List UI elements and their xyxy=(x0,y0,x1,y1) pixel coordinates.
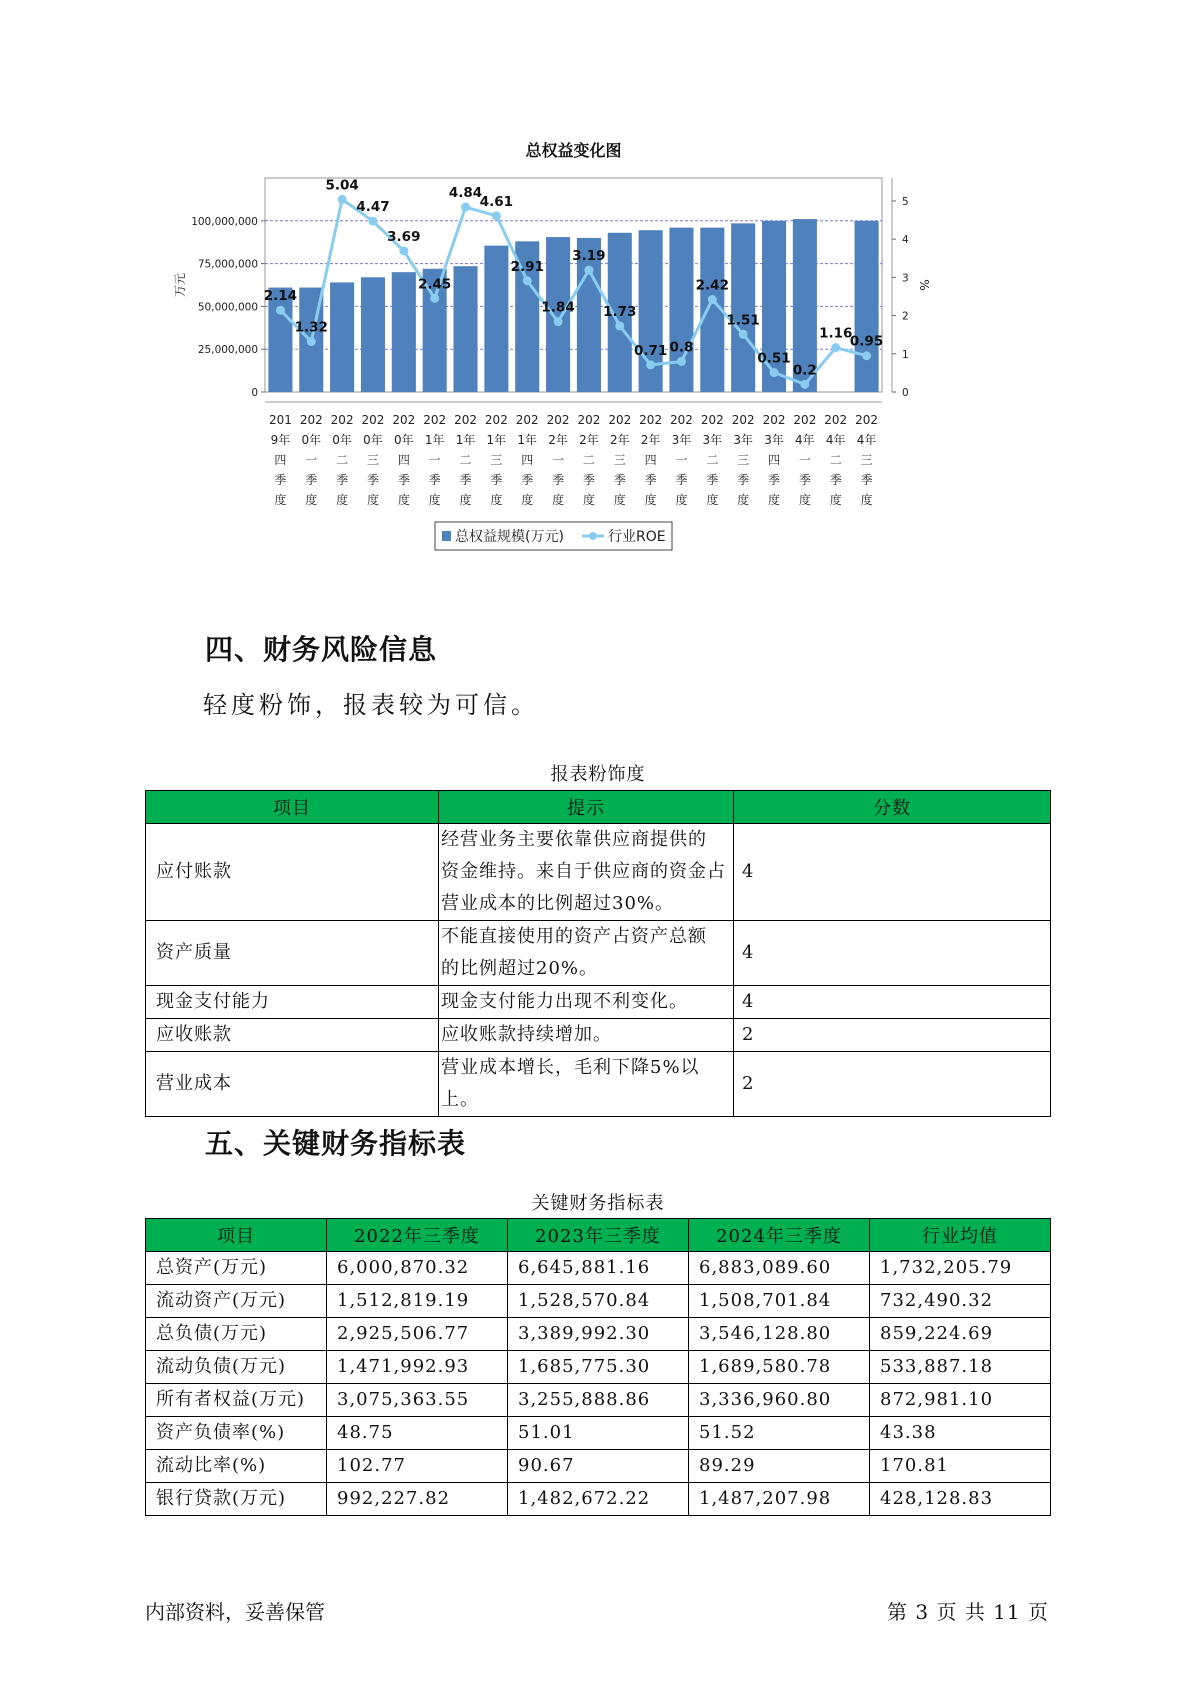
x-tick-label: 202 xyxy=(731,413,755,427)
x-tick-label: 度 xyxy=(521,493,534,507)
equity-bar xyxy=(392,272,416,392)
roe-data-label: 0.71 xyxy=(633,342,668,359)
indicator-value: 3,255,888.86 xyxy=(508,1384,689,1417)
x-tick-label: 202 xyxy=(762,413,786,427)
indicator-value: 1,508,701.84 xyxy=(689,1285,870,1318)
roe-data-label: 0.95 xyxy=(849,333,884,350)
x-tick-label: 四 xyxy=(521,453,534,467)
indicator-header: 项目 xyxy=(146,1219,327,1252)
risk-item: 现金支付能力 xyxy=(146,986,439,1019)
x-tick-label: 2年 xyxy=(609,433,630,447)
roe-point xyxy=(646,360,655,369)
roe-point xyxy=(584,266,593,275)
indicator-value: 3,546,128.80 xyxy=(689,1318,870,1351)
indicator-table-caption: 关键财务指标表 xyxy=(531,1193,665,1214)
roe-data-label: 1.73 xyxy=(603,303,637,320)
indicator-value: 1,689,580.78 xyxy=(689,1351,870,1384)
x-tick-label: 度 xyxy=(428,493,441,507)
indicator-value: 1,512,819.19 xyxy=(327,1285,508,1318)
x-tick-label: 季 xyxy=(552,473,565,487)
risk-table xyxy=(145,790,1051,1117)
x-tick-label: 四 xyxy=(397,453,410,467)
indicator-row xyxy=(146,1252,1051,1285)
x-tick-label: 1年 xyxy=(486,433,507,447)
x-tick-label: 二 xyxy=(829,453,842,467)
indicator-value: 533,887.18 xyxy=(870,1351,1051,1384)
indicator-header: 行业均值 xyxy=(870,1219,1051,1252)
indicator-row xyxy=(146,1318,1051,1351)
indicator-value: 6,883,089.60 xyxy=(689,1252,870,1285)
risk-row xyxy=(146,921,1051,986)
roe-point xyxy=(708,295,717,304)
x-tick-label: 4年 xyxy=(825,433,846,447)
roe-point xyxy=(276,306,285,315)
risk-item: 应付账款 xyxy=(146,824,439,921)
x-tick-label: 一 xyxy=(428,453,441,467)
x-tick-label: 度 xyxy=(336,493,349,507)
risk-item: 应收账款 xyxy=(146,1019,439,1052)
x-tick-label: 度 xyxy=(366,493,379,507)
roe-data-label: 3.19 xyxy=(572,248,606,265)
equity-bar xyxy=(669,228,693,392)
indicator-label: 流动比率(%) xyxy=(146,1450,327,1483)
risk-tip-line: 营业成本的比例超过30%。 xyxy=(441,893,675,914)
x-tick-label: 季 xyxy=(428,473,441,487)
equity-chart-svg xyxy=(173,140,1000,590)
x-tick-label: 度 xyxy=(490,493,503,507)
x-tick-label: 度 xyxy=(613,493,626,507)
x-tick-label: 度 xyxy=(397,493,410,507)
roe-data-label: 0.2 xyxy=(792,362,817,379)
x-tick-label: 三 xyxy=(490,453,503,467)
x-tick-label: 二 xyxy=(459,453,472,467)
indicator-value: 3,389,992.30 xyxy=(508,1318,689,1351)
right-tick-label: 1 xyxy=(902,348,909,361)
roe-point xyxy=(338,195,347,204)
roe-data-label: 3.69 xyxy=(387,228,421,245)
roe-point xyxy=(399,246,408,255)
indicator-label: 银行贷款(万元) xyxy=(146,1483,327,1516)
roe-data-label: 4.47 xyxy=(356,199,390,216)
risk-row xyxy=(146,1019,1051,1052)
equity-bar xyxy=(330,282,354,392)
roe-point xyxy=(492,211,501,220)
x-tick-label: 季 xyxy=(490,473,503,487)
risk-tip-line: 营业成本增长，毛利下降5%以上。 xyxy=(441,1057,700,1110)
roe-data-label: 2.42 xyxy=(695,277,729,294)
risk-item: 资产质量 xyxy=(146,921,439,986)
indicator-value: 6,645,881.16 xyxy=(508,1252,689,1285)
indicator-value: 1,528,570.84 xyxy=(508,1285,689,1318)
indicator-value: 859,224.69 xyxy=(870,1318,1051,1351)
x-tick-label: 一 xyxy=(675,453,688,467)
right-axis-label: % xyxy=(917,279,931,291)
x-tick-label: 一 xyxy=(798,453,811,467)
indicator-value: 51.01 xyxy=(508,1417,689,1450)
indicator-label: 总资产(万元) xyxy=(146,1252,327,1285)
roe-data-label: 0.51 xyxy=(757,350,791,367)
indicator-row xyxy=(146,1351,1051,1384)
equity-bar xyxy=(484,246,508,392)
x-tick-label: 0年 xyxy=(363,433,383,447)
indicator-value: 48.75 xyxy=(327,1417,508,1450)
equity-bar xyxy=(453,266,477,392)
x-tick-label: 202 xyxy=(299,413,323,427)
indicator-value: 1,685,775.30 xyxy=(508,1351,689,1384)
risk-score: 4 xyxy=(734,824,1051,921)
x-tick-label: 3年 xyxy=(764,433,784,447)
risk-item: 营业成本 xyxy=(146,1052,439,1117)
indicator-value: 1,482,672.22 xyxy=(508,1483,689,1516)
x-tick-label: 202 xyxy=(454,413,477,427)
x-tick-label: 202 xyxy=(670,413,693,427)
footer-confidential: 内部资料，妥善保管 xyxy=(145,1600,325,1624)
x-tick-label: 2年 xyxy=(548,433,568,447)
roe-point xyxy=(430,294,439,303)
indicator-value: 732,490.32 xyxy=(870,1285,1051,1318)
x-tick-label: 3年 xyxy=(702,433,723,447)
x-tick-label: 202 xyxy=(392,413,416,427)
indicator-value: 3,336,960.80 xyxy=(689,1384,870,1417)
x-tick-label: 度 xyxy=(552,493,565,507)
x-tick-label: 三 xyxy=(737,453,750,467)
x-tick-label: 度 xyxy=(582,493,595,507)
x-tick-label: 季 xyxy=(613,473,626,487)
risk-row xyxy=(146,986,1051,1019)
x-tick-label: 季 xyxy=(798,473,811,487)
left-tick-label: 25,000,000 xyxy=(197,344,258,357)
x-tick-label: 3年 xyxy=(733,433,753,447)
risk-header-item: 项目 xyxy=(146,791,439,824)
equity-bar xyxy=(361,277,385,392)
indicator-label: 所有者权益(万元) xyxy=(146,1384,327,1417)
x-tick-label: 202 xyxy=(608,413,632,427)
risk-tip xyxy=(439,1052,734,1117)
x-tick-label: 2年 xyxy=(579,433,599,447)
x-tick-label: 三 xyxy=(366,453,379,467)
indicator-row xyxy=(146,1417,1051,1450)
legend-line-marker xyxy=(589,532,597,540)
indicator-value: 170.81 xyxy=(870,1450,1051,1483)
indicator-value: 90.67 xyxy=(508,1450,689,1483)
equity-bar xyxy=(855,221,879,392)
x-tick-label: 季 xyxy=(829,473,842,487)
roe-point xyxy=(770,368,779,377)
indicator-value: 428,128.83 xyxy=(870,1483,1051,1516)
x-tick-label: 202 xyxy=(700,413,724,427)
risk-score: 4 xyxy=(734,921,1051,986)
risk-score: 2 xyxy=(734,1019,1051,1052)
left-tick-label: 75,000,000 xyxy=(197,258,258,271)
x-tick-label: 二 xyxy=(336,453,349,467)
x-tick-label: 二 xyxy=(582,453,595,467)
indicator-row xyxy=(146,1450,1051,1483)
roe-point xyxy=(307,337,316,346)
indicator-label: 流动资产(万元) xyxy=(146,1285,327,1318)
x-tick-label: 度 xyxy=(675,493,688,507)
indicator-value: 43.38 xyxy=(870,1417,1051,1450)
risk-tip-line: 应收账款持续增加。 xyxy=(441,1024,612,1045)
roe-point xyxy=(615,321,624,330)
right-tick-label: 0 xyxy=(902,387,909,399)
x-tick-label: 三 xyxy=(613,453,626,467)
indicator-section-heading: 五、关键财务指标表 xyxy=(205,1127,467,1160)
indicator-header: 2024年三季度 xyxy=(689,1219,870,1252)
risk-header-tip: 提示 xyxy=(439,791,734,824)
risk-score: 2 xyxy=(734,1052,1051,1117)
risk-tip-line: 不能直接使用的资产占资产总额 xyxy=(441,926,707,947)
indicator-label: 资产负债率(%) xyxy=(146,1417,327,1450)
x-tick-label: 202 xyxy=(546,413,570,427)
x-tick-label: 季 xyxy=(366,473,379,487)
legend-bar-label: 总权益规模(万元) xyxy=(455,529,564,545)
roe-data-label: 4.84 xyxy=(448,185,483,202)
roe-data-label: 1.32 xyxy=(294,319,328,336)
x-tick-label: 一 xyxy=(305,453,318,467)
x-tick-label: 季 xyxy=(459,473,472,487)
x-tick-label: 度 xyxy=(459,493,472,507)
left-tick-label: 50,000,000 xyxy=(197,301,258,314)
roe-data-label: 1.84 xyxy=(541,299,575,316)
x-tick-label: 4年 xyxy=(795,433,815,447)
x-tick-label: 一 xyxy=(552,453,565,467)
risk-tip xyxy=(439,824,734,921)
x-tick-label: 二 xyxy=(706,453,719,467)
x-tick-label: 202 xyxy=(515,413,539,427)
risk-tip-line: 现金支付能力出现不利变化。 xyxy=(441,991,688,1012)
risk-row xyxy=(146,824,1051,921)
x-tick-label: 202 xyxy=(639,413,663,427)
x-tick-label: 4年 xyxy=(856,433,877,447)
roe-point xyxy=(368,217,377,226)
x-tick-label: 201 xyxy=(268,413,292,427)
x-tick-label: 季 xyxy=(675,473,688,487)
chart-title: 总权益变化图 xyxy=(525,141,622,160)
equity-bar xyxy=(731,223,755,392)
x-tick-label: 季 xyxy=(397,473,410,487)
x-tick-label: 0年 xyxy=(301,433,322,447)
x-tick-label: 季 xyxy=(860,473,873,487)
indicator-row xyxy=(146,1384,1051,1417)
indicator-label: 流动负债(万元) xyxy=(146,1351,327,1384)
roe-point xyxy=(523,276,532,285)
roe-data-label: 1.51 xyxy=(726,312,760,329)
x-tick-label: 3年 xyxy=(671,433,692,447)
risk-tip xyxy=(439,986,734,1019)
x-tick-label: 四 xyxy=(768,453,781,467)
indicator-value: 3,075,363.55 xyxy=(327,1384,508,1417)
roe-point xyxy=(831,343,840,352)
indicator-value: 89.29 xyxy=(689,1450,870,1483)
x-tick-label: 202 xyxy=(330,413,354,427)
x-tick-label: 202 xyxy=(855,413,879,427)
x-tick-label: 季 xyxy=(737,473,750,487)
indicator-value: 51.52 xyxy=(689,1417,870,1450)
left-tick-label: 0 xyxy=(251,387,258,399)
x-tick-label: 度 xyxy=(829,493,842,507)
x-tick-label: 202 xyxy=(793,413,817,427)
indicator-value: 1,487,207.98 xyxy=(689,1483,870,1516)
x-tick-label: 9年 xyxy=(270,433,291,447)
left-axis-label: 万元 xyxy=(173,272,187,298)
indicator-row xyxy=(146,1285,1051,1318)
roe-data-label: 2.14 xyxy=(263,288,298,305)
risk-tip-line: 的比例超过20%。 xyxy=(441,958,599,979)
roe-data-label: 2.45 xyxy=(418,276,452,293)
x-tick-label: 季 xyxy=(582,473,595,487)
x-tick-label: 1年 xyxy=(455,433,476,447)
risk-section-heading: 四、财务风险信息 xyxy=(205,633,438,666)
indicator-value: 102.77 xyxy=(327,1450,508,1483)
legend-bar-swatch xyxy=(442,531,451,541)
x-tick-label: 1年 xyxy=(424,433,445,447)
x-tick-label: 度 xyxy=(274,493,287,507)
x-tick-label: 度 xyxy=(798,493,811,507)
roe-point xyxy=(554,317,563,326)
indicator-row xyxy=(146,1483,1051,1516)
right-tick-label: 5 xyxy=(902,195,909,208)
x-tick-label: 0年 xyxy=(394,433,414,447)
x-tick-label: 1年 xyxy=(517,433,538,447)
roe-data-label: 5.04 xyxy=(325,177,359,194)
risk-table-caption: 报表粉饰度 xyxy=(550,764,646,785)
x-tick-label: 四 xyxy=(274,453,287,467)
x-tick-label: 季 xyxy=(336,473,349,487)
indicator-value: 872,981.10 xyxy=(870,1384,1051,1417)
x-tick-label: 202 xyxy=(423,413,447,427)
x-tick-label: 季 xyxy=(644,473,657,487)
x-tick-label: 季 xyxy=(706,473,719,487)
indicator-value: 992,227.82 xyxy=(327,1483,508,1516)
indicator-header: 2022年三季度 xyxy=(327,1219,508,1252)
x-tick-label: 0年 xyxy=(332,433,352,447)
roe-point xyxy=(800,380,809,389)
x-tick-label: 三 xyxy=(860,453,873,467)
x-tick-label: 季 xyxy=(305,473,318,487)
right-tick-label: 3 xyxy=(902,272,909,285)
x-tick-label: 202 xyxy=(824,413,848,427)
roe-point xyxy=(677,357,686,366)
x-tick-label: 度 xyxy=(768,493,781,507)
indicator-header: 2023年三季度 xyxy=(508,1219,689,1252)
x-tick-label: 季 xyxy=(768,473,781,487)
roe-data-label: 1.16 xyxy=(819,325,853,342)
indicator-label: 总负债(万元) xyxy=(146,1318,327,1351)
risk-row xyxy=(146,1052,1051,1117)
right-tick-label: 2 xyxy=(902,310,909,323)
footer-page-number: 第 3 页 共 11 页 xyxy=(887,1600,1049,1624)
risk-tip-line: 经营业务主要依靠供应商提供的 xyxy=(441,829,707,850)
indicator-value: 1,471,992.93 xyxy=(327,1351,508,1384)
risk-tip xyxy=(439,921,734,986)
roe-point xyxy=(461,203,470,212)
x-tick-label: 四 xyxy=(644,453,657,467)
equity-chart xyxy=(173,140,1000,590)
x-tick-label: 度 xyxy=(305,493,318,507)
risk-tip xyxy=(439,1019,734,1052)
risk-summary: 轻度粉饰，报表较为可信。 xyxy=(203,691,539,719)
legend-line-label: 行业ROE xyxy=(608,529,666,545)
risk-score: 4 xyxy=(734,986,1051,1019)
left-tick-label: 100,000,000 xyxy=(191,215,258,228)
roe-point xyxy=(862,351,871,360)
roe-data-label: 2.91 xyxy=(510,258,544,275)
roe-data-label: 4.61 xyxy=(479,193,514,210)
x-tick-label: 季 xyxy=(521,473,534,487)
x-tick-label: 度 xyxy=(860,493,873,507)
indicator-value: 6,000,870.32 xyxy=(327,1252,508,1285)
x-tick-label: 2年 xyxy=(640,433,661,447)
roe-data-label: 0.8 xyxy=(669,339,694,356)
roe-point xyxy=(739,330,748,339)
x-tick-label: 202 xyxy=(577,413,601,427)
x-tick-label: 度 xyxy=(737,493,750,507)
indicator-value: 1,732,205.79 xyxy=(870,1252,1051,1285)
x-tick-label: 202 xyxy=(484,413,508,427)
x-tick-label: 度 xyxy=(644,493,657,507)
x-tick-label: 季 xyxy=(274,473,287,487)
right-tick-label: 4 xyxy=(902,234,909,247)
indicator-table xyxy=(145,1218,1051,1516)
risk-header-score: 分数 xyxy=(734,791,1051,824)
x-tick-label: 202 xyxy=(361,413,385,427)
indicator-value: 2,925,506.77 xyxy=(327,1318,508,1351)
risk-tip-line: 资金维持。来自于供应商的资金占 xyxy=(441,861,726,882)
x-tick-label: 度 xyxy=(706,493,719,507)
